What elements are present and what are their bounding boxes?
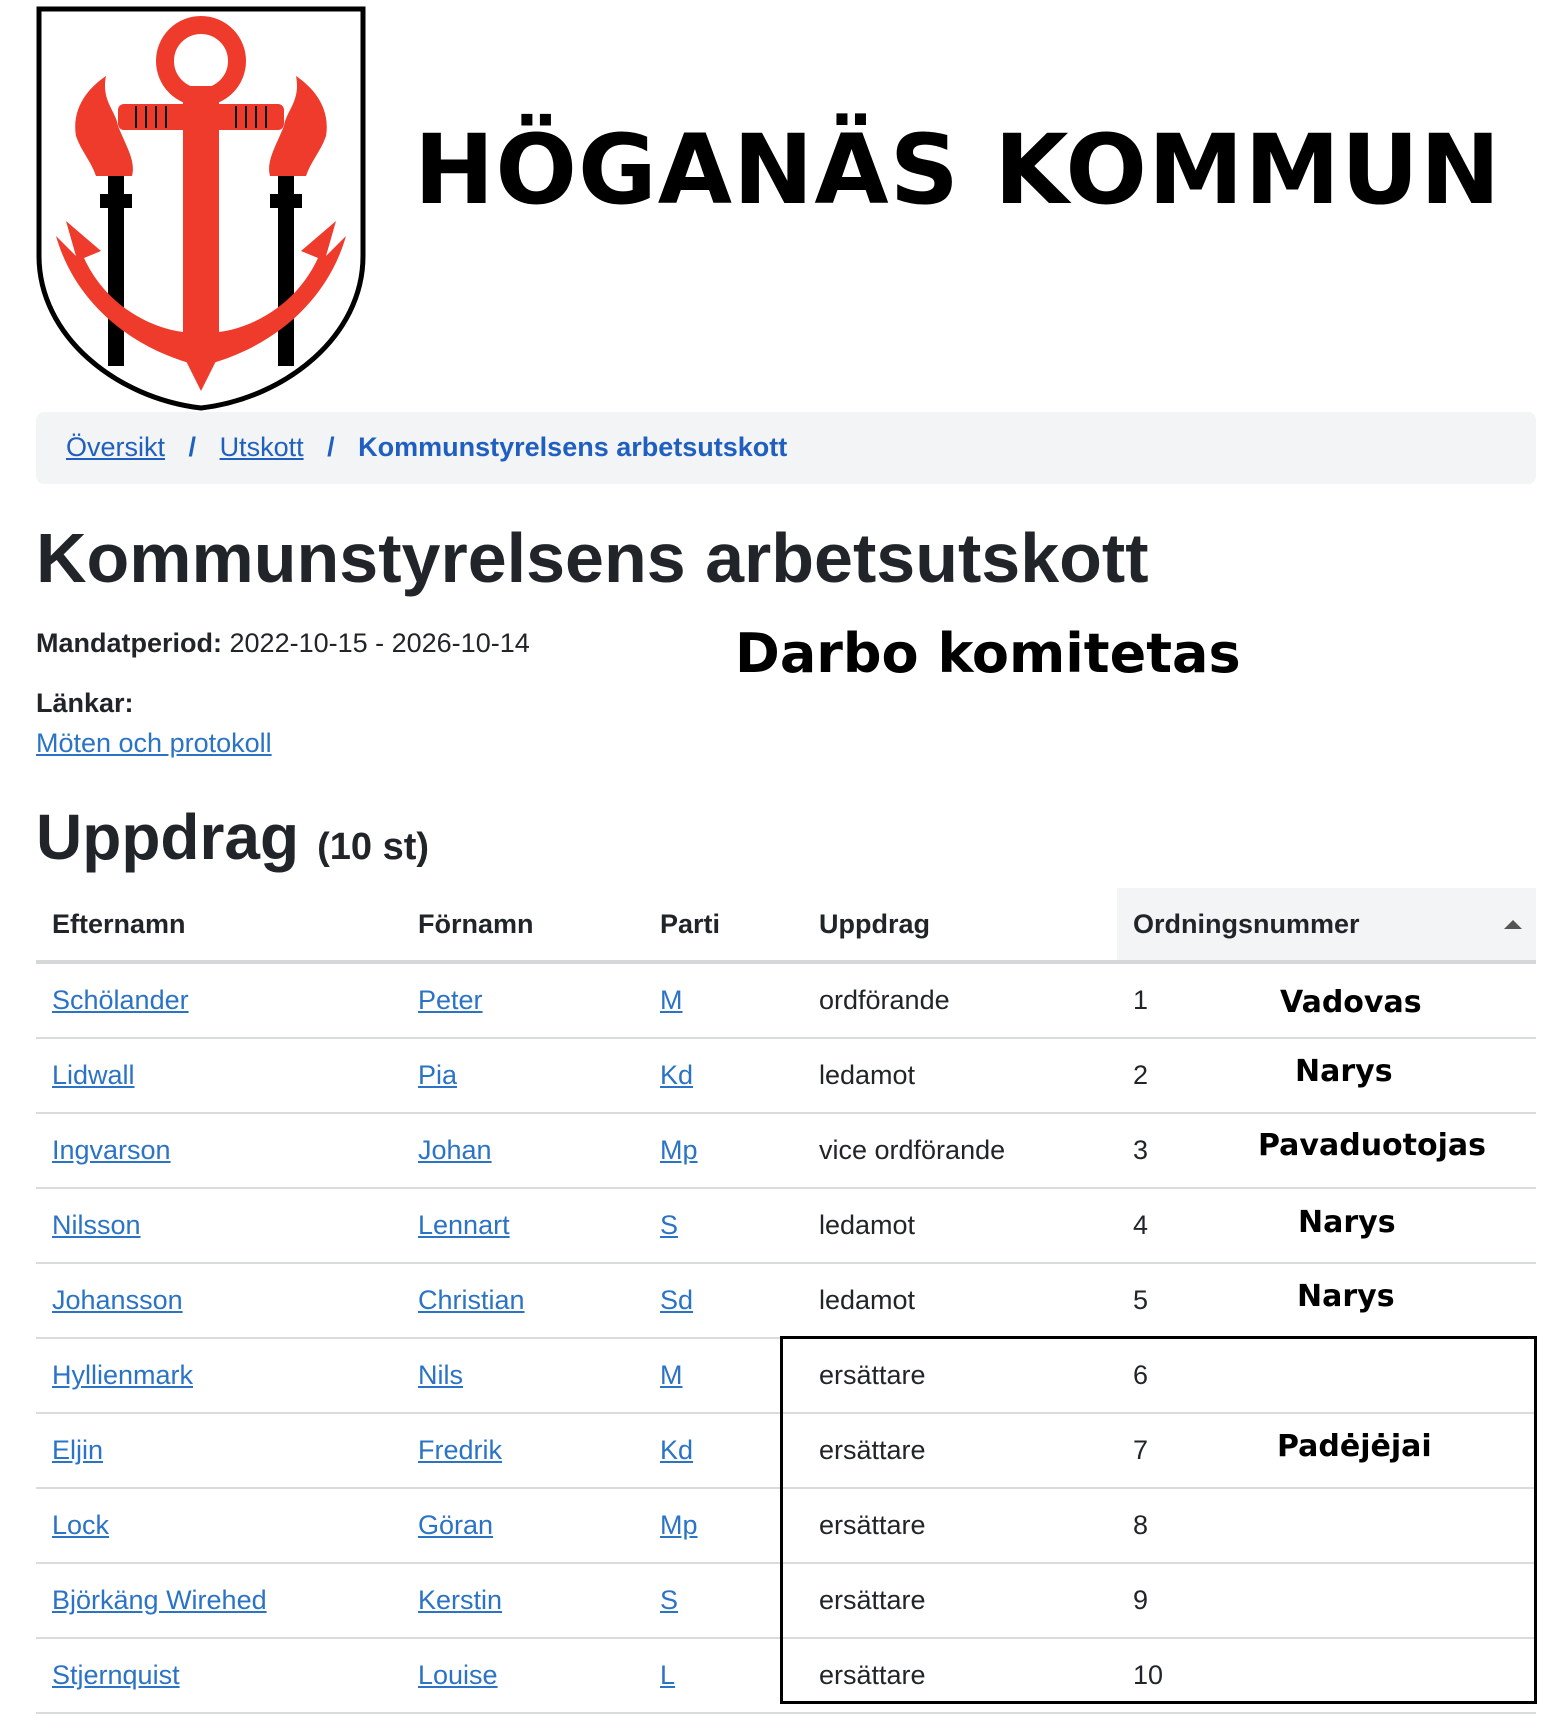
fornamn-link[interactable]: Christian — [418, 1285, 525, 1315]
ordningsnummer-cell: 5 — [1117, 1263, 1536, 1338]
table-header-row — [36, 888, 1536, 962]
efternamn-link[interactable]: Lock — [52, 1510, 110, 1540]
page-title: Kommunstyrelsens arbetsutskott — [36, 519, 1149, 597]
brand-name: HÖGANÄS KOMMUN — [414, 114, 1502, 226]
fornamn-link[interactable]: Pia — [418, 1060, 458, 1090]
efternamn-link[interactable]: Lidwall — [52, 1060, 135, 1090]
annotation-row-label: Narys — [1295, 1054, 1393, 1089]
substitutes-highlight-box — [780, 1336, 1537, 1704]
fornamn-link[interactable]: Göran — [418, 1510, 494, 1540]
fornamn-link[interactable]: Kerstin — [418, 1585, 503, 1615]
breadcrumb-separator: / — [188, 432, 197, 462]
fornamn-link[interactable]: Lennart — [418, 1210, 510, 1240]
header-efternamn[interactable]: Efternamn — [36, 888, 402, 962]
section-title: Uppdrag — [36, 801, 300, 873]
breadcrumb-current: Kommunstyrelsens arbetsutskott — [358, 432, 788, 462]
annotation-row-label: Narys — [1297, 1279, 1395, 1314]
meetings-link[interactable]: Möten och protokoll — [36, 728, 272, 758]
uppdrag-cell: ersättare — [803, 1488, 1117, 1563]
efternamn-link[interactable]: Eljin — [52, 1435, 104, 1465]
uppdrag-cell: vice ordförande — [803, 1113, 1117, 1188]
parti-link[interactable]: Kd — [660, 1435, 694, 1465]
uppdrag-cell: ledamot — [803, 1188, 1117, 1263]
annotation-row-label: Narys — [1298, 1205, 1396, 1240]
ordningsnummer-cell: 7 — [1117, 1413, 1536, 1488]
mandate-value: 2022-10-15 - 2026-10-14 — [229, 628, 530, 658]
fornamn-link[interactable]: Nils — [418, 1360, 463, 1390]
parti-link[interactable]: Sd — [660, 1285, 694, 1315]
breadcrumb-separator: / — [327, 432, 335, 462]
sort-ascending-icon — [1504, 920, 1522, 929]
fornamn-link[interactable]: Johan — [418, 1135, 492, 1165]
breadcrumb-link-oversikt[interactable]: Översikt — [66, 432, 166, 462]
mandate-period — [36, 628, 530, 659]
header-uppdrag[interactable]: Uppdrag — [803, 888, 1117, 962]
fornamn-link[interactable]: Fredrik — [418, 1435, 503, 1465]
parti-link[interactable]: M — [660, 1360, 683, 1390]
uppdrag-cell: ledamot — [803, 1038, 1117, 1113]
parti-link[interactable]: Mp — [660, 1510, 698, 1540]
uppdrag-cell: ersättare — [803, 1338, 1117, 1413]
ordningsnummer-cell: 10 — [1117, 1638, 1536, 1713]
uppdrag-cell: ersättare — [803, 1563, 1117, 1638]
parti-link[interactable]: Mp — [660, 1135, 698, 1165]
header-ordningsnummer[interactable] — [1117, 888, 1536, 962]
header-ordningsnummer-label: Ordningsnummer — [1133, 908, 1360, 939]
parti-link[interactable]: L — [660, 1660, 676, 1690]
ordningsnummer-cell: 9 — [1117, 1563, 1536, 1638]
ordningsnummer-cell: 4 — [1117, 1188, 1536, 1263]
parti-link[interactable]: S — [660, 1210, 679, 1240]
fornamn-link[interactable]: Peter — [418, 985, 483, 1015]
mandate-label: Mandatperiod: — [36, 628, 222, 658]
annotation-row-label: Pavaduotojas — [1258, 1128, 1487, 1163]
efternamn-link[interactable]: Björkäng Wirehed — [52, 1585, 267, 1615]
section-heading — [36, 800, 429, 874]
uppdrag-cell: ledamot — [803, 1263, 1117, 1338]
breadcrumb-link-utskott[interactable]: Utskott — [219, 432, 304, 462]
uppdrag-cell: ersättare — [803, 1413, 1117, 1488]
uppdrag-cell: ersättare — [803, 1638, 1117, 1713]
section-count: (10 st) — [317, 826, 430, 868]
ordningsnummer-cell: 3 — [1117, 1113, 1536, 1188]
links-label: Länkar: — [36, 688, 134, 718]
efternamn-link[interactable]: Schölander — [52, 985, 189, 1015]
parti-link[interactable]: M — [660, 985, 683, 1015]
efternamn-link[interactable]: Johansson — [52, 1285, 183, 1315]
efternamn-link[interactable]: Nilsson — [52, 1210, 141, 1240]
coat-of-arms-logo — [36, 6, 366, 412]
annotation-row-label: Vadovas — [1280, 985, 1422, 1020]
efternamn-link[interactable]: Stjernquist — [52, 1660, 180, 1690]
parti-link[interactable]: S — [660, 1585, 679, 1615]
parti-link[interactable]: Kd — [660, 1060, 694, 1090]
ordningsnummer-cell: 8 — [1117, 1488, 1536, 1563]
header-parti[interactable]: Parti — [644, 888, 803, 962]
ordningsnummer-cell: 6 — [1117, 1338, 1536, 1413]
ordningsnummer-cell: 1 — [1117, 962, 1536, 1038]
uppdrag-cell: ordförande — [803, 962, 1117, 1038]
annotation-title-translation: Darbo komitetas — [735, 622, 1241, 685]
annotation-substitutes-label: Padėjėjai — [1277, 1429, 1432, 1464]
breadcrumb — [36, 412, 1536, 484]
efternamn-link[interactable]: Hyllienmark — [52, 1360, 194, 1390]
fornamn-link[interactable]: Louise — [418, 1660, 498, 1690]
ordningsnummer-cell: 2 — [1117, 1038, 1536, 1113]
header-fornamn[interactable]: Förnamn — [402, 888, 644, 962]
efternamn-link[interactable]: Ingvarson — [52, 1135, 171, 1165]
